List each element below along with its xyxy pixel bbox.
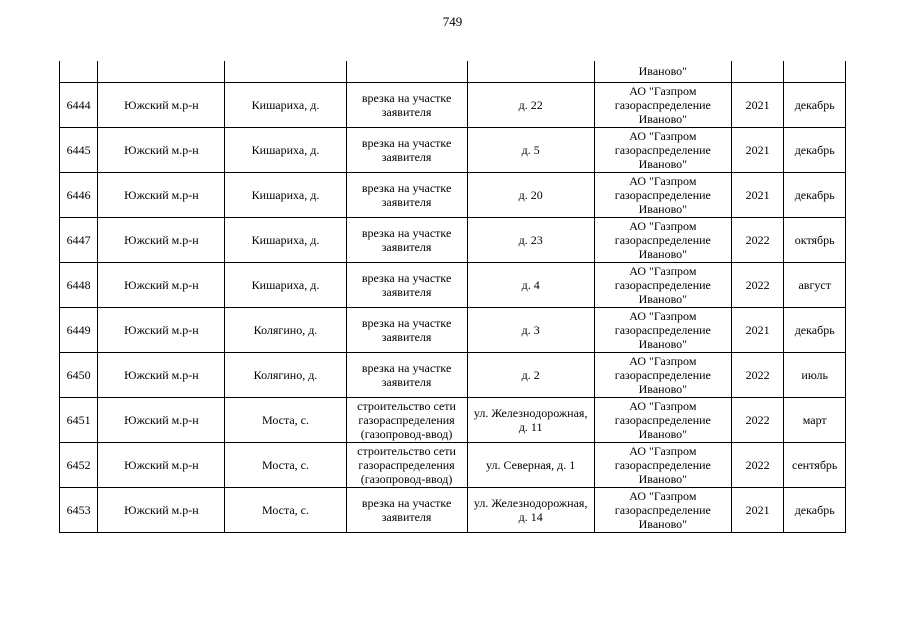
cell-settlement: Кишариха, д. xyxy=(225,82,346,127)
cell-settlement: Моста, с. xyxy=(225,397,346,442)
cell-org: АО "Газпром газораспределение Иваново" xyxy=(594,82,731,127)
table-row xyxy=(60,397,846,442)
cell-org: АО "Газпром газораспределение Иваново" xyxy=(594,127,731,172)
cell-year xyxy=(731,61,783,82)
cell-settlement: Кишариха, д. xyxy=(225,127,346,172)
cell-org: АО "Газпром газораспределение Иваново" xyxy=(594,307,731,352)
table-row xyxy=(60,127,846,172)
table-row xyxy=(60,487,846,532)
table-row xyxy=(60,352,846,397)
continuation-row xyxy=(60,61,846,82)
cell-district: Южский м.р-н xyxy=(98,217,225,262)
cell-num xyxy=(60,61,98,82)
cell-org: АО "Газпром газораспределение Иваново" xyxy=(594,217,731,262)
cell-num: 6444 xyxy=(60,82,98,127)
cell-month: декабрь xyxy=(784,307,846,352)
table-row xyxy=(60,262,846,307)
cell-num: 6447 xyxy=(60,217,98,262)
table-row xyxy=(60,307,846,352)
cell-month: октябрь xyxy=(784,217,846,262)
cell-year: 2022 xyxy=(731,442,783,487)
cell-org: АО "Газпром газораспределение Иваново" xyxy=(594,262,731,307)
cell-work: врезка на участке заявителя xyxy=(346,82,467,127)
cell-address: д. 23 xyxy=(467,217,594,262)
cell-address: д. 22 xyxy=(467,82,594,127)
cell-address: д. 4 xyxy=(467,262,594,307)
cell-address: ул. Северная, д. 1 xyxy=(467,442,594,487)
cell-district: Южский м.р-н xyxy=(98,442,225,487)
table-row xyxy=(60,172,846,217)
cell-address: д. 2 xyxy=(467,352,594,397)
cell-year: 2021 xyxy=(731,487,783,532)
cell-district: Южский м.р-н xyxy=(98,487,225,532)
cell-district: Южский м.р-н xyxy=(98,397,225,442)
cell-district: Южский м.р-н xyxy=(98,127,225,172)
cell-work xyxy=(346,61,467,82)
cell-num: 6445 xyxy=(60,127,98,172)
cell-settlement: Кишариха, д. xyxy=(225,217,346,262)
table-body xyxy=(60,61,846,532)
cell-address: д. 3 xyxy=(467,307,594,352)
cell-num: 6446 xyxy=(60,172,98,217)
register-table xyxy=(59,61,846,533)
cell-work: врезка на участке заявителя xyxy=(346,352,467,397)
cell-num: 6453 xyxy=(60,487,98,532)
cell-work: врезка на участке заявителя xyxy=(346,487,467,532)
cell-month: декабрь xyxy=(784,172,846,217)
cell-year: 2022 xyxy=(731,352,783,397)
cell-month: июль xyxy=(784,352,846,397)
cell-district: Южский м.р-н xyxy=(98,82,225,127)
cell-month: август xyxy=(784,262,846,307)
cell-year: 2022 xyxy=(731,397,783,442)
cell-work: врезка на участке заявителя xyxy=(346,262,467,307)
cell-settlement: Колягино, д. xyxy=(225,352,346,397)
cell-address: д. 5 xyxy=(467,127,594,172)
table-row xyxy=(60,442,846,487)
cell-address: ул. Железнодорожная, д. 11 xyxy=(467,397,594,442)
cell-num: 6449 xyxy=(60,307,98,352)
page-number: 749 xyxy=(442,14,463,29)
cell-district: Южский м.р-н xyxy=(98,307,225,352)
table-row xyxy=(60,82,846,127)
cell-org: АО "Газпром газораспределение Иваново" xyxy=(594,352,731,397)
cell-settlement: Моста, с. xyxy=(225,487,346,532)
cell-year: 2022 xyxy=(731,262,783,307)
cell-month: декабрь xyxy=(784,82,846,127)
cell-address xyxy=(467,61,594,82)
cell-num: 6451 xyxy=(60,397,98,442)
cell-org: АО "Газпром газораспределение Иваново" xyxy=(594,442,731,487)
cell-district: Южский м.р-н xyxy=(98,352,225,397)
cell-district: Южский м.р-н xyxy=(98,262,225,307)
cell-month: декабрь xyxy=(784,127,846,172)
cell-address: д. 20 xyxy=(467,172,594,217)
cell-org: АО "Газпром газораспределение Иваново" xyxy=(594,172,731,217)
cell-year: 2021 xyxy=(731,172,783,217)
cell-work: врезка на участке заявителя xyxy=(346,172,467,217)
cell-work: врезка на участке заявителя xyxy=(346,217,467,262)
cell-org: АО "Газпром газораспределение Иваново" xyxy=(594,487,731,532)
cell-work: врезка на участке заявителя xyxy=(346,307,467,352)
cell-settlement: Колягино, д. xyxy=(225,307,346,352)
cell-year: 2021 xyxy=(731,307,783,352)
cell-month: сентябрь xyxy=(784,442,846,487)
cell-work: строительство сети газораспределения (газопровод-ввод) xyxy=(346,442,467,487)
table-row xyxy=(60,217,846,262)
cell-settlement xyxy=(225,61,346,82)
cell-month: декабрь xyxy=(784,487,846,532)
cell-num: 6448 xyxy=(60,262,98,307)
cell-work: строительство сети газораспределения (газопровод-ввод) xyxy=(346,397,467,442)
cell-org: Иваново" xyxy=(594,61,731,82)
cell-work: врезка на участке заявителя xyxy=(346,127,467,172)
cell-district xyxy=(98,61,225,82)
cell-year: 2021 xyxy=(731,127,783,172)
cell-district: Южский м.р-н xyxy=(98,172,225,217)
cell-settlement: Кишариха, д. xyxy=(225,172,346,217)
cell-address: ул. Железнодорожная, д. 14 xyxy=(467,487,594,532)
cell-year: 2022 xyxy=(731,217,783,262)
cell-org: АО "Газпром газораспределение Иваново" xyxy=(594,397,731,442)
cell-month: март xyxy=(784,397,846,442)
cell-settlement: Моста, с. xyxy=(225,442,346,487)
cell-month xyxy=(784,61,846,82)
cell-num: 6450 xyxy=(60,352,98,397)
cell-settlement: Кишариха, д. xyxy=(225,262,346,307)
cell-num: 6452 xyxy=(60,442,98,487)
cell-year: 2021 xyxy=(731,82,783,127)
